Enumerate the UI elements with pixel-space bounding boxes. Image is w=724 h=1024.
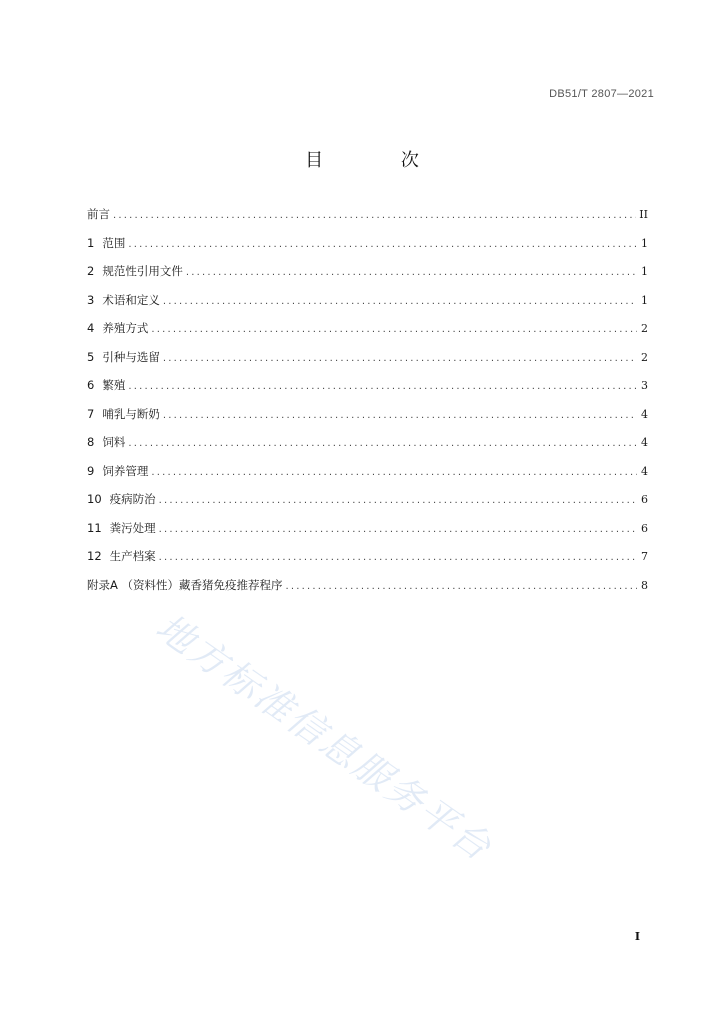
page-title: 目 次: [305, 150, 455, 171]
toc-entry-page: 6: [641, 521, 648, 535]
dot-leader: [113, 210, 636, 221]
toc-entry-number: 5: [87, 349, 95, 364]
toc-entry-number: 2: [87, 264, 95, 278]
toc-entry-page: 8: [641, 578, 648, 592]
toc-entry-label: 术语和定义: [102, 292, 160, 307]
toc-entry-number: 3: [87, 292, 95, 307]
toc-entry-label: 饲养管理: [102, 463, 149, 478]
toc-entry-number: 12: [87, 549, 102, 563]
toc-entry[interactable]: [87, 463, 648, 492]
toc-entry-page: 7: [641, 550, 648, 563]
toc-entry[interactable]: [87, 292, 648, 321]
toc-entry-page: 2: [641, 322, 648, 335]
page-number: I: [634, 930, 640, 943]
toc-entry[interactable]: [87, 377, 648, 406]
dot-leader: [159, 524, 637, 535]
toc-entry-number: 9: [87, 463, 95, 478]
toc-entry-number: 6: [87, 378, 95, 392]
toc-entry[interactable]: [87, 491, 648, 520]
dot-leader: [159, 552, 637, 563]
toc-entry[interactable]: [87, 263, 648, 292]
document-code: DB51/T 2807—2021: [549, 88, 654, 100]
toc-entry-number: 1: [87, 235, 95, 250]
dot-leader: [163, 410, 637, 421]
dot-leader: [151, 324, 637, 335]
toc-entry[interactable]: [87, 320, 648, 349]
toc-entry[interactable]: [87, 520, 648, 549]
toc-entry-label: 养殖方式: [102, 321, 149, 335]
toc-entry-page: 2: [641, 350, 648, 364]
toc-entry-label: 粪污处理: [109, 520, 156, 535]
dot-leader: [128, 381, 637, 392]
toc-entry-page: 1: [641, 293, 648, 307]
toc-entry-label: 繁殖: [102, 378, 126, 392]
toc-entry-page: 3: [641, 379, 648, 392]
toc-entry[interactable]: [87, 406, 648, 435]
toc-entry[interactable]: [87, 235, 648, 264]
dot-leader: [163, 353, 637, 364]
toc-entry-label: 疫病防治: [109, 492, 156, 506]
toc-entry-number: 11: [87, 520, 102, 535]
toc-entry-page: II: [639, 208, 648, 221]
toc-entry-number: 8: [87, 435, 95, 449]
toc-entry-label: 饲料: [102, 435, 126, 449]
toc-entry-label: 哺乳与断奶: [102, 406, 160, 421]
toc-entry-appendix[interactable]: [87, 577, 648, 606]
toc-entry[interactable]: [87, 434, 648, 463]
table-of-contents: [87, 206, 648, 605]
toc-entry-page: 4: [641, 407, 648, 421]
toc-entry-number: 10: [87, 492, 102, 506]
toc-entry-label: 附录A （资料性）藏香猪免疫推荐程序: [87, 577, 283, 592]
toc-entry-page: 4: [641, 436, 648, 449]
toc-entry-number: 4: [87, 321, 95, 335]
toc-entry-label: 范围: [102, 235, 126, 250]
dot-leader: [186, 267, 637, 278]
toc-entry[interactable]: [87, 548, 648, 577]
dot-leader: [151, 467, 637, 478]
toc-entry-page: 6: [641, 493, 648, 506]
toc-entry-number: 7: [87, 406, 95, 421]
toc-entry-page: 4: [641, 464, 648, 478]
watermark: 地方标准信息服务平台: [148, 605, 501, 871]
toc-entry-label: 引种与选留: [102, 349, 160, 364]
toc-entry[interactable]: [87, 349, 648, 378]
toc-entry-page: 1: [641, 265, 648, 278]
toc-entry-label: 规范性引用文件: [102, 264, 183, 278]
toc-entry-label: 前言: [87, 207, 110, 221]
dot-leader: [286, 581, 637, 592]
toc-entry-page: 1: [641, 236, 648, 250]
dot-leader: [128, 239, 637, 250]
toc-entry[interactable]: [87, 206, 648, 235]
dot-leader: [159, 495, 637, 506]
dot-leader: [163, 296, 637, 307]
toc-entry-label: 生产档案: [109, 549, 156, 563]
dot-leader: [128, 438, 637, 449]
